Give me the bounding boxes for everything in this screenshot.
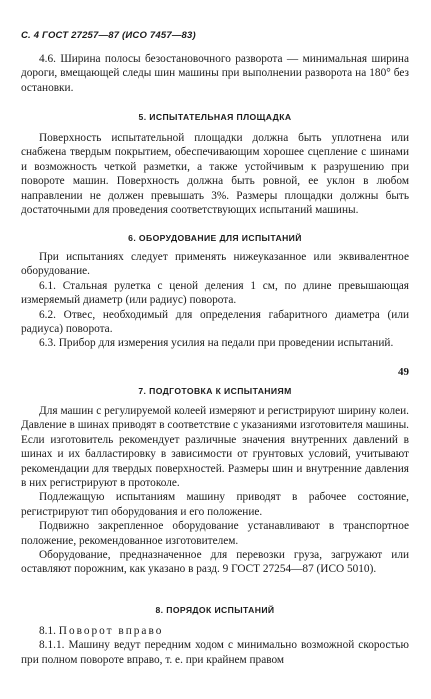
paragraph: Подвижно закрепленное оборудование устанавливают в транспортное положение, рекомендованное изготовителем. bbox=[21, 520, 409, 547]
section-6-body bbox=[21, 250, 409, 351]
paragraph: 6.1. Стальная рулетка с ценой деления 1 см, по длине превышающая измеряемый диаметр (или радиус) поворота. bbox=[21, 279, 409, 307]
paragraph: 4.6. Ширина полосы безостановочного разворота — минимальная ширина дороги, вмещающей следы шин машины при выполнении разворота на 180° без остановки. bbox=[21, 53, 409, 94]
subclause-number: 8.1. bbox=[39, 625, 59, 637]
subclause-title: Поворот вправо bbox=[58, 625, 164, 637]
paragraph: 6.2. Отвес, необходимый для определения габаритного диаметра (или радиуса) поворота. bbox=[21, 308, 409, 336]
paragraph: При испытаниях следует применять нижеуказанное или эквивалентное оборудование. bbox=[21, 251, 409, 278]
handwritten-mark: 49 bbox=[398, 366, 409, 378]
section-heading: 5. ИСПЫТАТЕЛЬНАЯ ПЛОЩАДКА bbox=[138, 112, 292, 122]
section-6 bbox=[21, 233, 409, 243]
subclause-heading bbox=[21, 624, 409, 638]
paragraph: 6.3. Прибор для измерения усилия на педали при проведении испытаний. bbox=[39, 337, 394, 350]
paragraph: Подлежащую испытаниям машину приводят в рабочее состояние, регистрируют тип оборудования и его положение. bbox=[21, 491, 409, 518]
section-heading: 7. ПОДГОТОВКА К ИСПЫТАНИЯМ bbox=[138, 386, 292, 396]
section-7 bbox=[21, 386, 409, 396]
clause-4-6 bbox=[21, 52, 409, 95]
section-5 bbox=[21, 112, 409, 122]
section-8-body bbox=[21, 624, 409, 667]
page-header: С. 4 ГОСТ 27257—87 (ИСО 7457—83) bbox=[21, 30, 196, 41]
paragraph: 8.1.1. Машину ведут передним ходом с минимально возможной скоростью при полном повороте вправо, т. е. при крайнем правом bbox=[21, 639, 409, 666]
paragraph: Для машин с регулируемой колеей измеряют и регистрируют ширину колеи. Давление в шинах приводят в соответствие с указаниями изготовителя машины. Если изготовитель рекомендует различные значения внутренних давлений в шинах и их балластировку в зависимости от грунтовых условий, учитывают рекомендации для твердых поверхностей. Размеры шин и внутренние давления в них регистрируют в протоколе. bbox=[21, 405, 409, 490]
section-heading: 8. ПОРЯДОК ИСПЫТАНИЙ bbox=[155, 605, 275, 615]
section-5-body bbox=[21, 131, 409, 217]
section-8 bbox=[21, 605, 409, 615]
section-heading: 6. ОБОРУДОВАНИЕ ДЛЯ ИСПЫТАНИЙ bbox=[128, 233, 302, 243]
page-mark-row bbox=[21, 366, 409, 380]
paragraph: Поверхность испытательной площадки должна быть уплотнена или снабжена твердым покрытием, обеспечивающим хорошее сцепление с шинами и возможность четкой разметки, а также устойчивым к разрушению при повороте машин. Поверхность должна быть ровной, ее уклон в любом направлении не должен превышать 3%. Размеры площадки должны быть достаточными для проведения соответствующих испытаний машины. bbox=[21, 132, 409, 217]
paragraph: Оборудование, предназначенное для перевозки груза, загружают или оставляют порожним, как указано в разд. 9 ГОСТ 27254—87 (ИСО 5010). bbox=[21, 549, 409, 576]
section-7-body bbox=[21, 404, 409, 577]
